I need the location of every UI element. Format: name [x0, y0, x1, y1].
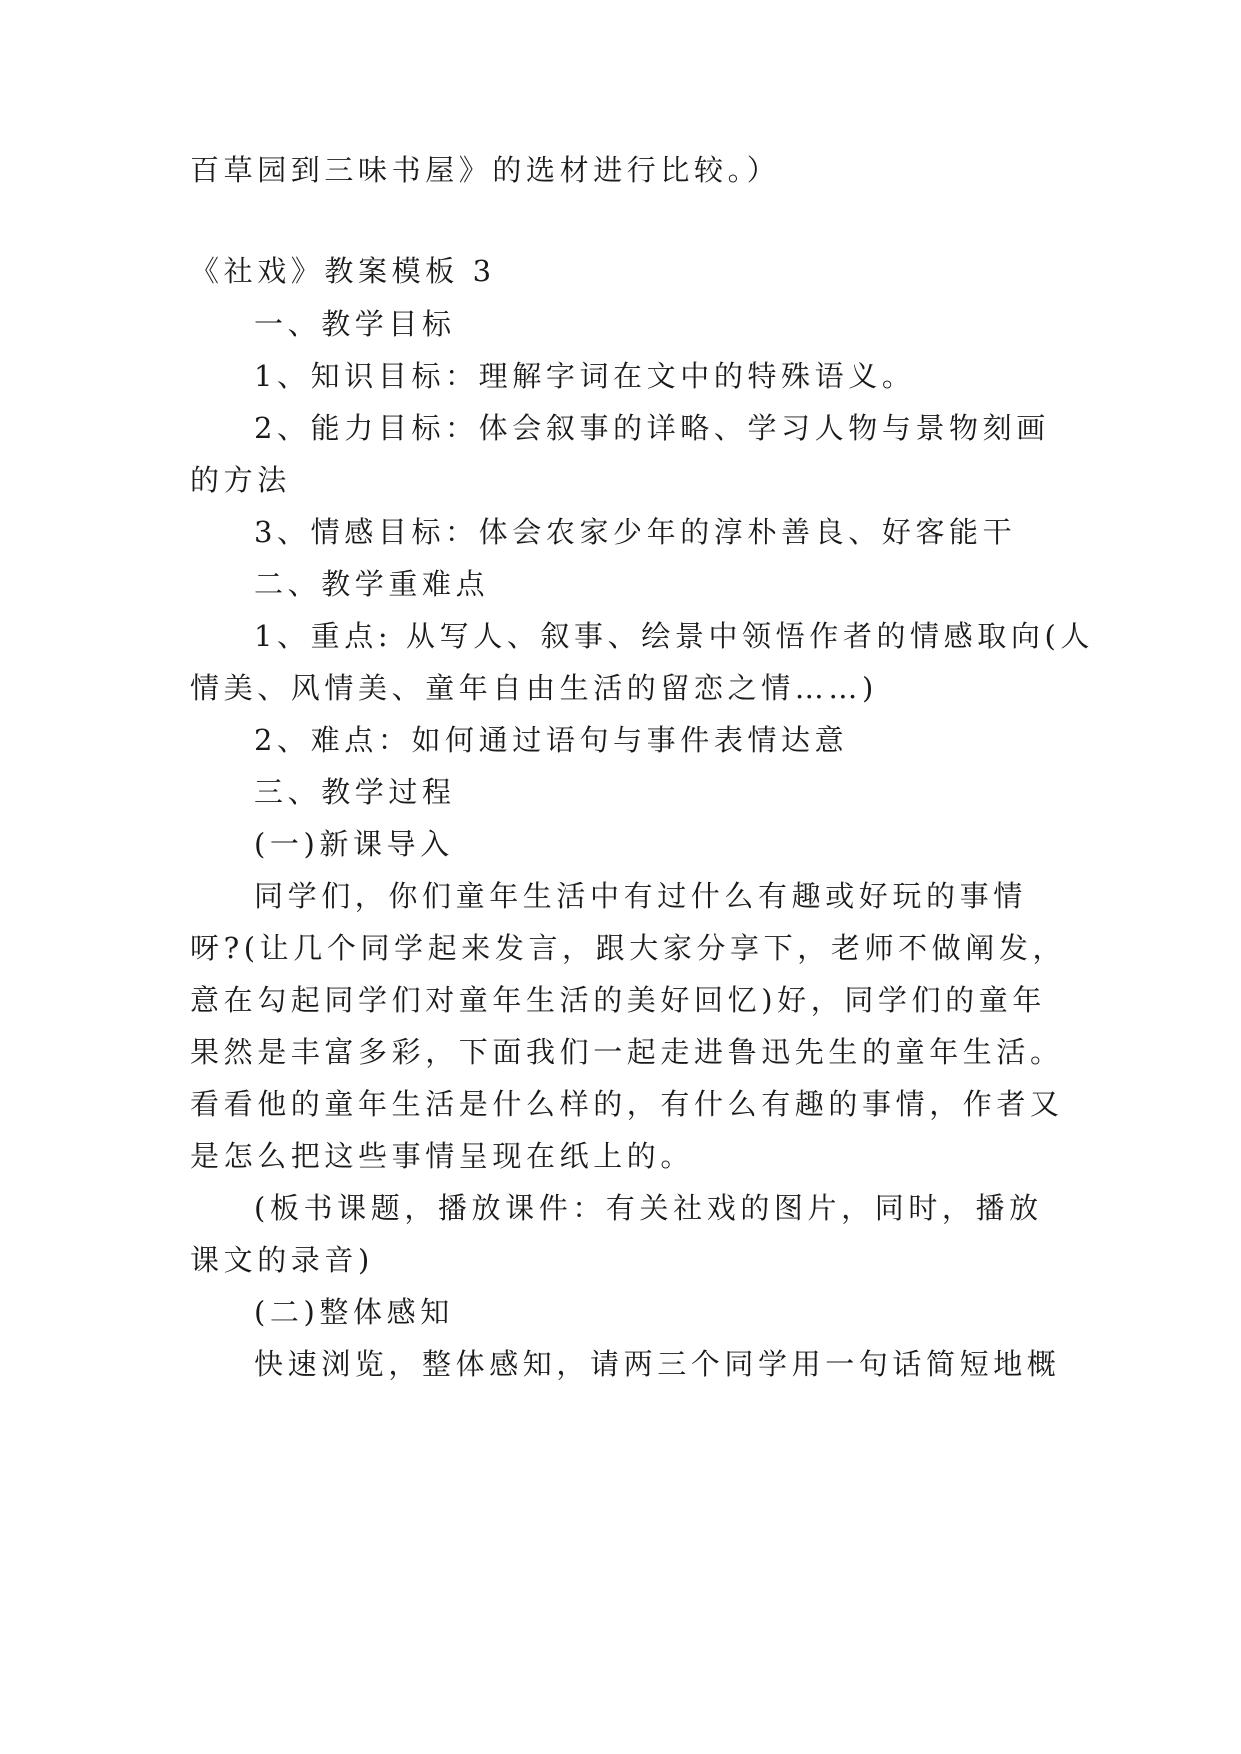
text-line: 情美、风情美、童年自由生活的留恋之情……) [190, 671, 878, 705]
heading: 二、教学重难点 [254, 567, 490, 601]
text-line: 的方法 [190, 463, 291, 497]
text-line: 是怎么把这些事情呈现在纸上的。 [190, 1139, 695, 1173]
text-line: 课文的录音) [190, 1243, 374, 1277]
text-line: 果然是丰富多彩，下面我们一起走进鲁迅先生的童年生活。 [190, 1035, 1064, 1069]
text-line: 1、知识目标：理解字词在文中的特殊语义。 [254, 359, 916, 393]
subheading: (二)整体感知 [254, 1295, 454, 1329]
heading: 一、教学目标 [254, 307, 456, 341]
text-line: 2、能力目标：体会叙事的详略、学习人物与景物刻画 [254, 411, 1050, 445]
text-line: 看看他的童年生活是什么样的，有什么有趣的事情，作者又 [190, 1087, 1064, 1121]
text-line: 1、重点: 从写人、叙事、绘景中领悟作者的情感取向(人 [254, 619, 1094, 653]
text-line: 呀?(让几个同学起来发言，跟大家分享下，老师不做阐发， [190, 931, 1067, 965]
text-line: 同学们，你们童年生活中有过什么有趣或好玩的事情 [254, 879, 1027, 913]
heading: 三、教学过程 [254, 775, 456, 809]
text-line: (板书课题，播放课件：有关社戏的图片，同时，播放 [254, 1191, 1043, 1225]
text-line: 意在勾起同学们对童年生活的美好回忆)好，同学们的童年 [190, 983, 1046, 1017]
section-title: 《社戏》教案模板 3 [190, 254, 496, 288]
text-line: 2、难点：如何通过语句与事件表情达意 [254, 723, 849, 757]
text-line: 快速浏览，整体感知，请两三个同学用一句话简短地概 [254, 1347, 1061, 1381]
subheading: (一)新课导入 [254, 827, 454, 861]
text-line: 百草园到三味书屋》的选材进行比较。） [190, 153, 781, 187]
text-line: 3、情感目标：体会农家少年的淳朴善良、好客能干 [254, 515, 1017, 549]
